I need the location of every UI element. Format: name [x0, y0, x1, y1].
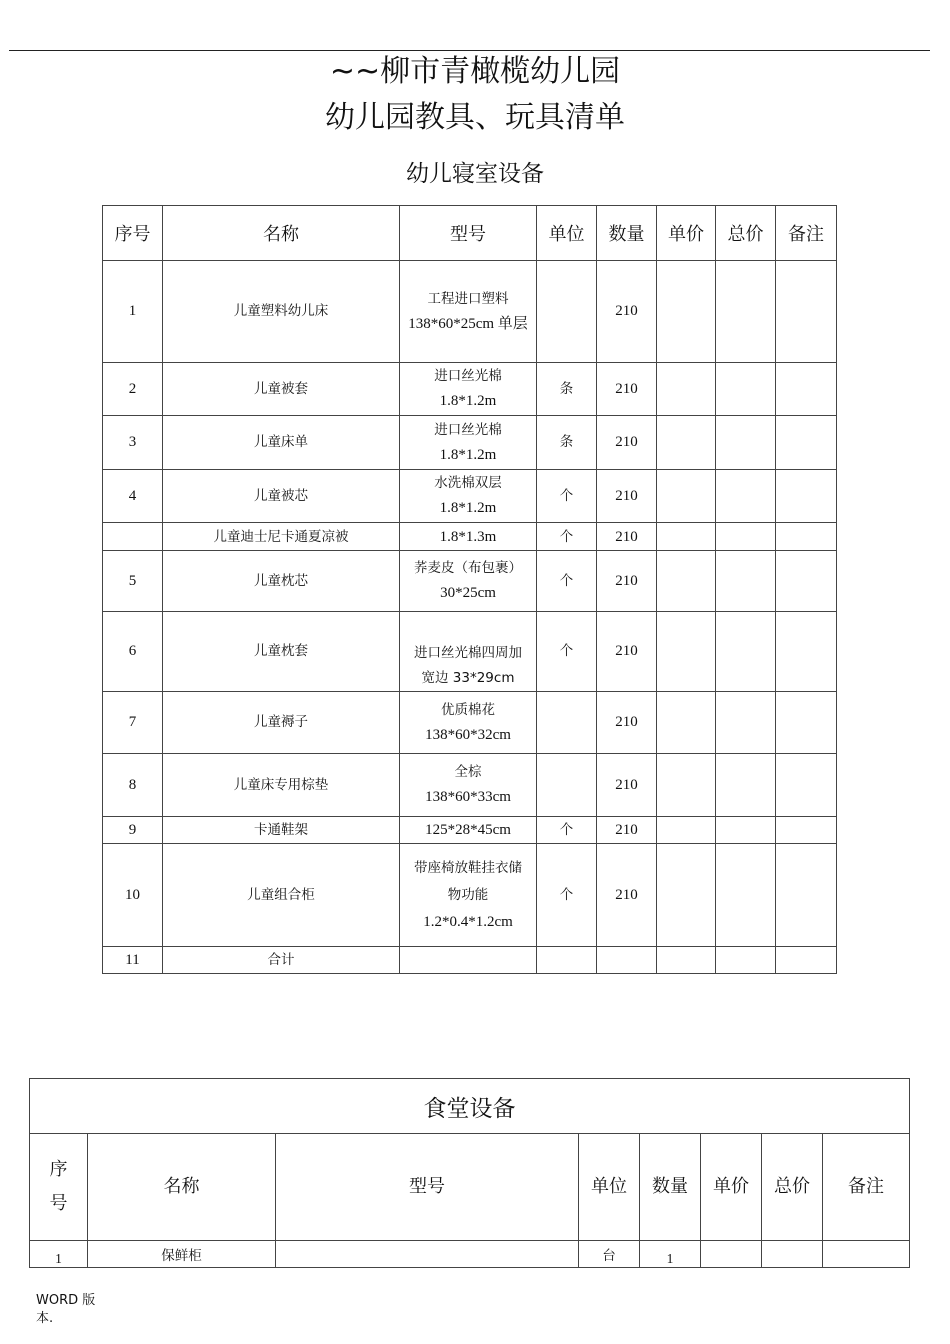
cell-price [657, 470, 716, 523]
cell-remark [776, 261, 837, 363]
spec-line: 荞麦皮（布包裹） [414, 560, 522, 576]
dormitory-equipment-table [102, 205, 837, 974]
table-row [103, 947, 837, 974]
cell-total [716, 551, 776, 612]
header-total: 总价 [762, 1134, 823, 1241]
cell-qty: 210 [597, 692, 657, 754]
canteen-equipment-table [29, 1078, 910, 1268]
cell-no: 11 [103, 947, 163, 974]
table-row [103, 261, 837, 363]
cell-remark [776, 470, 837, 523]
header-name: 名称 [163, 206, 400, 261]
cell-no: 1 [30, 1241, 88, 1268]
cell-price [657, 817, 716, 844]
cell-spec [400, 416, 537, 470]
cell-qty: 210 [597, 363, 657, 416]
table-row [103, 844, 837, 947]
cell-unit [537, 692, 597, 754]
cell-total [716, 612, 776, 692]
school-title: ~~柳市青橄榄幼儿园 [329, 54, 621, 89]
cell-qty: 210 [597, 261, 657, 363]
cell-qty: 210 [597, 817, 657, 844]
table-row [103, 817, 837, 844]
cell-remark [776, 817, 837, 844]
cell-price [701, 1241, 762, 1268]
cell-total [716, 363, 776, 416]
cell-qty: 210 [597, 844, 657, 947]
cell-spec [400, 612, 537, 692]
spec-line: 进口丝光棉 [434, 368, 502, 384]
header-qty: 数量 [640, 1134, 701, 1241]
footer-line: 本. [36, 1311, 54, 1326]
cell-remark [823, 1241, 910, 1268]
spec-line: 工程进口塑料 [427, 290, 509, 307]
cell-total [716, 261, 776, 363]
spec-line: 进口丝光棉四周加 [414, 645, 522, 661]
header-no-line: 号 [49, 1193, 68, 1214]
cell-remark [776, 523, 837, 551]
cell-no: 9 [103, 817, 163, 844]
cell-unit: 个 [537, 612, 597, 692]
cell-no: 6 [103, 612, 163, 692]
cell-name: 儿童被芯 [163, 470, 400, 523]
table-row [103, 470, 837, 523]
header-price: 单价 [657, 206, 716, 261]
cell-qty: 210 [597, 612, 657, 692]
cell-spec [400, 947, 537, 974]
cell-name: 儿童塑料幼儿床 [163, 261, 400, 363]
table-row [103, 523, 837, 551]
table-row [103, 551, 837, 612]
cell-spec [400, 470, 537, 523]
table-row [30, 1241, 910, 1268]
spec-line: 宽边 33*29cm [421, 670, 515, 686]
cell-total [762, 1241, 823, 1268]
cell-remark [776, 551, 837, 612]
cell-unit: 台 [579, 1241, 640, 1268]
cell-unit [537, 947, 597, 974]
cell-remark [776, 844, 837, 947]
cell-total [716, 754, 776, 817]
cell-no [103, 523, 163, 551]
spec-line: 1.8*1.3m [439, 529, 497, 545]
cell-no: 4 [103, 470, 163, 523]
cell-name: 儿童枕芯 [163, 551, 400, 612]
cell-remark [776, 692, 837, 754]
cell-qty: 1 [640, 1241, 701, 1268]
cell-name: 儿童迪士尼卡通夏凉被 [163, 523, 400, 551]
cell-remark [776, 612, 837, 692]
cell-name: 保鲜柜 [88, 1241, 276, 1268]
header-unit: 单位 [537, 206, 597, 261]
cell-price [657, 523, 716, 551]
cell-unit: 个 [537, 844, 597, 947]
cell-total [716, 817, 776, 844]
cell-no: 5 [103, 551, 163, 612]
header-remark: 备注 [776, 206, 837, 261]
header-remark: 备注 [823, 1134, 910, 1241]
spec-line: 进口丝光棉 [434, 421, 502, 438]
cell-spec [400, 692, 537, 754]
header-spec: 型号 [400, 206, 537, 261]
spec-line: 1.8*1.2m [439, 393, 497, 409]
cell-price [657, 754, 716, 817]
cell-price [657, 551, 716, 612]
header-spec: 型号 [276, 1134, 579, 1241]
cell-qty [597, 947, 657, 974]
table-row [103, 416, 837, 470]
cell-price [657, 612, 716, 692]
cell-unit [537, 261, 597, 363]
cell-spec [400, 363, 537, 416]
cell-price [657, 261, 716, 363]
header-no [30, 1134, 88, 1241]
cell-unit: 个 [537, 470, 597, 523]
cell-no: 3 [103, 416, 163, 470]
cell-price [657, 363, 716, 416]
cell-no: 2 [103, 363, 163, 416]
cell-name: 合计 [163, 947, 400, 974]
cell-no: 10 [103, 844, 163, 947]
spec-line: 全棕 [454, 764, 482, 780]
header-unit: 单位 [579, 1134, 640, 1241]
cell-unit: 条 [537, 363, 597, 416]
cell-spec [400, 844, 537, 947]
document-title: 幼儿园教具、玩具清单 [325, 100, 625, 135]
header-no-line: 序 [49, 1159, 68, 1180]
cell-unit: 条 [537, 416, 597, 470]
cell-qty: 210 [597, 551, 657, 612]
cell-unit: 个 [537, 817, 597, 844]
header-no: 序号 [103, 206, 163, 261]
cell-remark [776, 363, 837, 416]
header-total: 总价 [716, 206, 776, 261]
cell-price [657, 692, 716, 754]
spec-line: 30*25cm [440, 585, 496, 601]
cell-spec [400, 551, 537, 612]
section-title-dormitory: 幼儿寝室设备 [406, 161, 544, 187]
cell-spec [400, 817, 537, 844]
cell-name: 儿童枕套 [163, 612, 400, 692]
header-price: 单价 [701, 1134, 762, 1241]
table-header-row [103, 206, 837, 261]
table-row [103, 363, 837, 416]
cell-name: 儿童褥子 [163, 692, 400, 754]
cell-price [657, 947, 716, 974]
cell-unit: 个 [537, 551, 597, 612]
cell-total [716, 470, 776, 523]
cell-name: 儿童床专用棕垫 [163, 754, 400, 817]
spec-line: 带座椅放鞋挂衣储 [414, 859, 522, 876]
cell-spec [400, 261, 537, 363]
spec-line: 1.8*1.2m [439, 500, 497, 516]
cell-total [716, 692, 776, 754]
table-header-row [30, 1134, 910, 1241]
footer-line: WORD 版 [36, 1293, 96, 1308]
cell-spec [400, 523, 537, 551]
spec-line: 1.8*1.2m [439, 446, 497, 463]
section-row [30, 1079, 910, 1134]
spec-line: 优质棉花 [441, 701, 495, 718]
cell-remark [776, 754, 837, 817]
header-name: 名称 [88, 1134, 276, 1241]
spec-line: 1.2*0.4*1.2cm [423, 913, 513, 930]
top-rule [9, 50, 930, 51]
cell-remark [776, 416, 837, 470]
cell-name: 儿童床单 [163, 416, 400, 470]
cell-remark [776, 947, 837, 974]
cell-name: 儿童被套 [163, 363, 400, 416]
cell-spec [276, 1241, 579, 1268]
cell-unit [537, 754, 597, 817]
cell-no: 8 [103, 754, 163, 817]
cell-total [716, 416, 776, 470]
spec-line: 138*60*33cm [425, 789, 511, 805]
cell-total [716, 523, 776, 551]
cell-qty: 210 [597, 523, 657, 551]
cell-name: 儿童组合柜 [163, 844, 400, 947]
footer-note [36, 1292, 116, 1328]
cell-unit: 个 [537, 523, 597, 551]
cell-price [657, 844, 716, 947]
cell-price [657, 416, 716, 470]
spec-line: 水洗棉双层 [434, 475, 502, 491]
table-row [103, 754, 837, 817]
spec-line: 138*60*25cm 单层 [408, 315, 528, 332]
header-qty: 数量 [597, 206, 657, 261]
cell-total [716, 844, 776, 947]
spec-line: 物功能 [447, 886, 489, 903]
section-title-canteen: 食堂设备 [30, 1079, 910, 1134]
cell-qty: 210 [597, 416, 657, 470]
cell-no: 1 [103, 261, 163, 363]
spec-line: 138*60*32cm [425, 726, 511, 743]
cell-qty: 210 [597, 470, 657, 523]
spec-line: 125*28*45cm [425, 822, 511, 838]
cell-total [716, 947, 776, 974]
cell-qty: 210 [597, 754, 657, 817]
cell-name: 卡通鞋架 [163, 817, 400, 844]
table-row [103, 612, 837, 692]
cell-spec [400, 754, 537, 817]
cell-no: 7 [103, 692, 163, 754]
table-row [103, 692, 837, 754]
